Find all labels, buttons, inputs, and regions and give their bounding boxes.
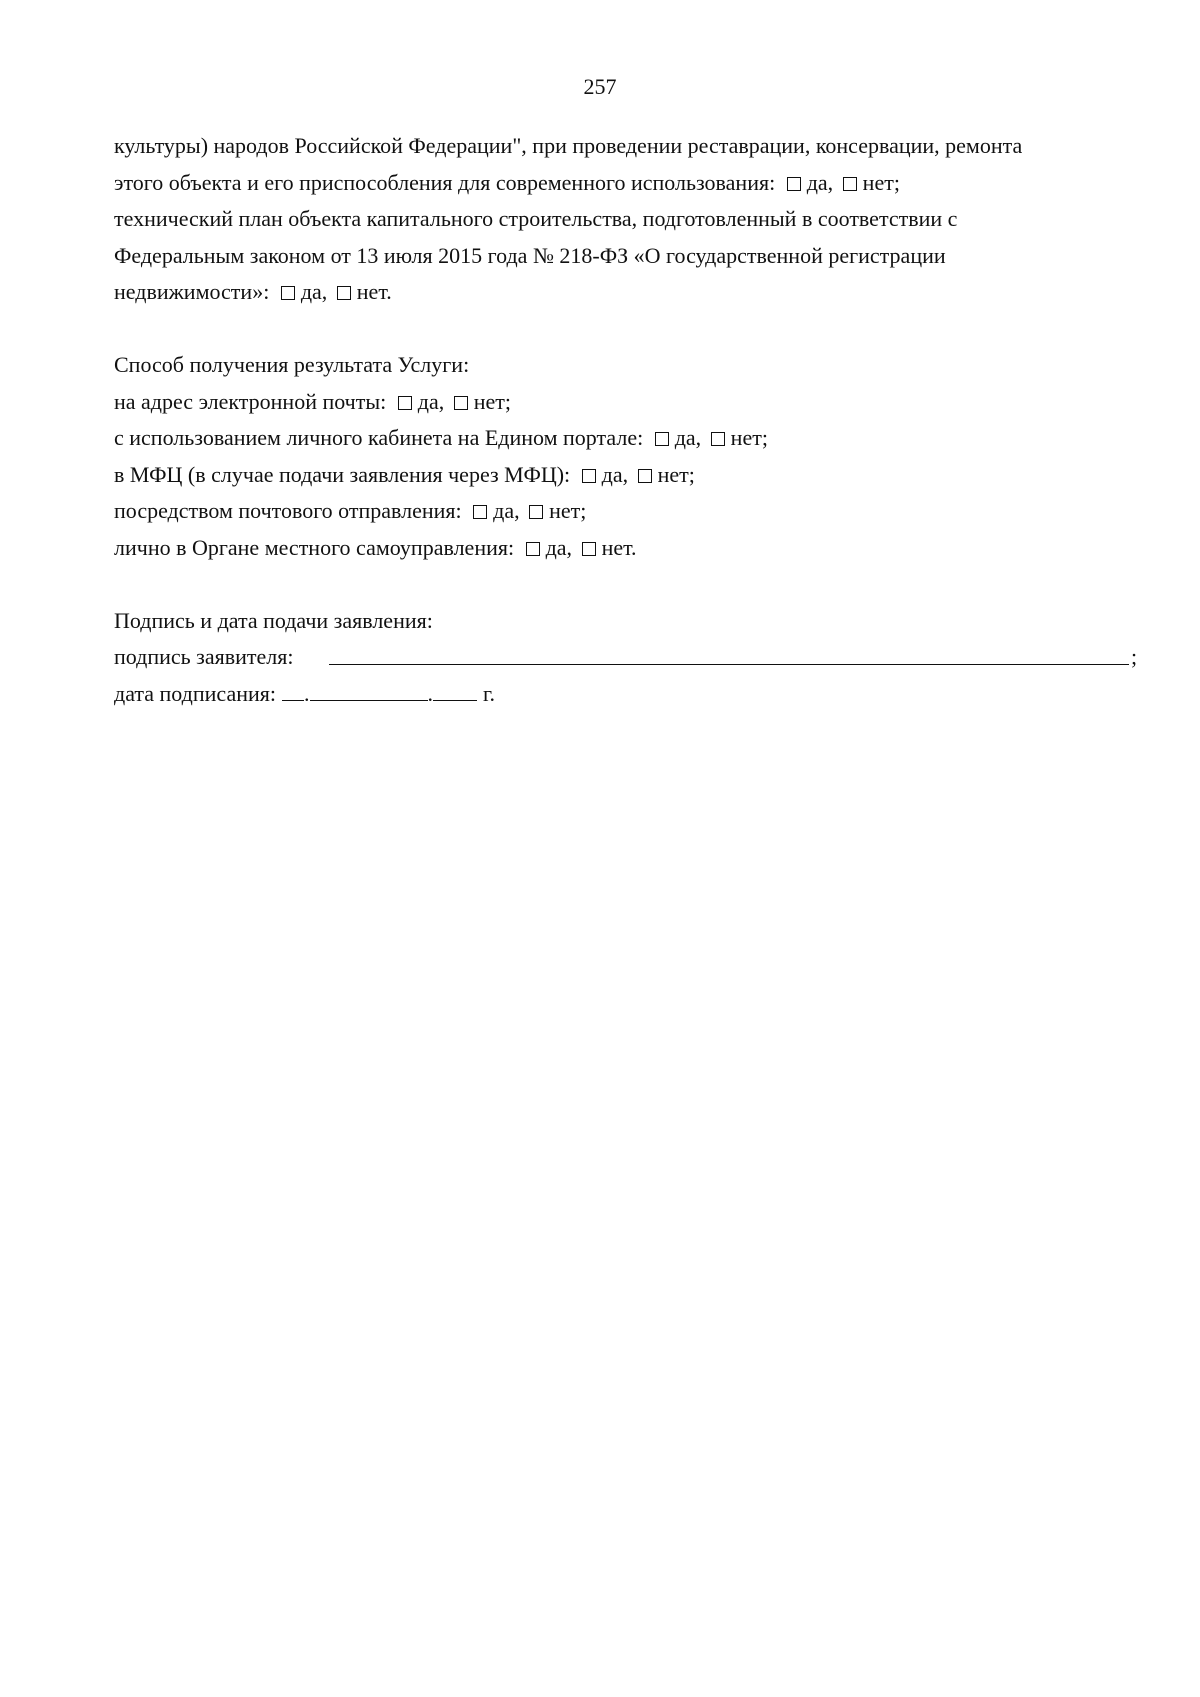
option-label: в МФЦ (в случае подачи заявления через МФЦ): — [114, 461, 571, 487]
yes-label: да, — [601, 461, 629, 487]
yes-label: да, — [806, 169, 834, 195]
yes-label: да, — [417, 388, 445, 414]
year-suffix: г. — [483, 680, 496, 706]
checkbox-no[interactable] — [337, 286, 351, 300]
no-label: нет. — [356, 279, 392, 304]
checkbox-no[interactable] — [529, 505, 543, 519]
page-number: 257 — [583, 74, 617, 99]
no-label: нет. — [601, 534, 637, 560]
checkbox-yes[interactable] — [473, 505, 487, 519]
text-line-with-options — [114, 274, 1124, 311]
result-option-row — [114, 530, 1124, 567]
month-field[interactable] — [310, 678, 428, 701]
result-option-row — [114, 384, 1124, 421]
date-separator: . — [304, 680, 310, 706]
signature-terminator: ; — [1131, 644, 1138, 669]
yes-label: да, — [300, 279, 328, 304]
no-label: нет; — [730, 425, 768, 450]
option-label: лично в Органе местного самоуправления: — [114, 534, 515, 560]
date-row — [114, 676, 1124, 713]
text: этого объекта и его приспособления для современного использования: — [114, 169, 776, 195]
checkbox-yes[interactable] — [787, 177, 801, 191]
yes-label: да, — [545, 534, 573, 560]
checkbox-no[interactable] — [582, 542, 596, 556]
text-line: культуры) народов Российской Федерации", при проведении реставрации, консервации, ремонта — [114, 133, 1023, 158]
no-label: нет; — [657, 461, 695, 487]
checkbox-no[interactable] — [843, 177, 857, 191]
checkbox-yes[interactable] — [655, 432, 669, 446]
text: недвижимости»: — [114, 279, 270, 304]
no-label: нет; — [862, 169, 900, 195]
yes-label: да, — [493, 498, 520, 523]
text-line: технический план объекта капитального строительства, подготовленный в соответствии с — [114, 206, 958, 231]
no-label: нет; — [473, 388, 511, 414]
checkbox-no[interactable] — [711, 432, 725, 446]
option-label: с использованием личного кабинета на Едином портале: — [114, 425, 644, 450]
day-field[interactable] — [282, 678, 304, 701]
option-label: посредством почтового отправления: — [114, 498, 462, 523]
section-heading: Подпись и дата подачи заявления: — [114, 607, 433, 633]
result-option-row — [114, 493, 1124, 530]
checkbox-no[interactable] — [454, 396, 468, 410]
yes-label: да, — [674, 425, 702, 450]
signature-row — [114, 639, 1138, 676]
checkbox-no[interactable] — [638, 469, 652, 483]
checkbox-yes[interactable] — [582, 469, 596, 483]
signature-label: подпись заявителя: — [114, 644, 294, 669]
spacer — [114, 566, 1124, 603]
checkbox-yes[interactable] — [526, 542, 540, 556]
no-label: нет; — [549, 498, 587, 523]
spacer — [114, 311, 1124, 348]
year-field[interactable] — [433, 678, 477, 701]
option-label: на адрес электронной почты: — [114, 388, 387, 414]
checkbox-yes[interactable] — [281, 286, 295, 300]
date-label: дата подписания: — [114, 680, 276, 706]
text-line: Федеральным законом от 13 июля 2015 года № 218-ФЗ «О государственной регистрации — [114, 242, 946, 268]
result-option-row — [114, 420, 1124, 457]
checkbox-yes[interactable] — [398, 396, 412, 410]
text-line-with-options — [114, 165, 1124, 202]
result-option-row — [114, 457, 1124, 494]
signature-field[interactable] — [329, 664, 1129, 665]
date-separator: . — [427, 680, 433, 706]
document-body — [114, 128, 1138, 712]
section-heading: Способ получения результата Услуги: — [114, 352, 470, 377]
